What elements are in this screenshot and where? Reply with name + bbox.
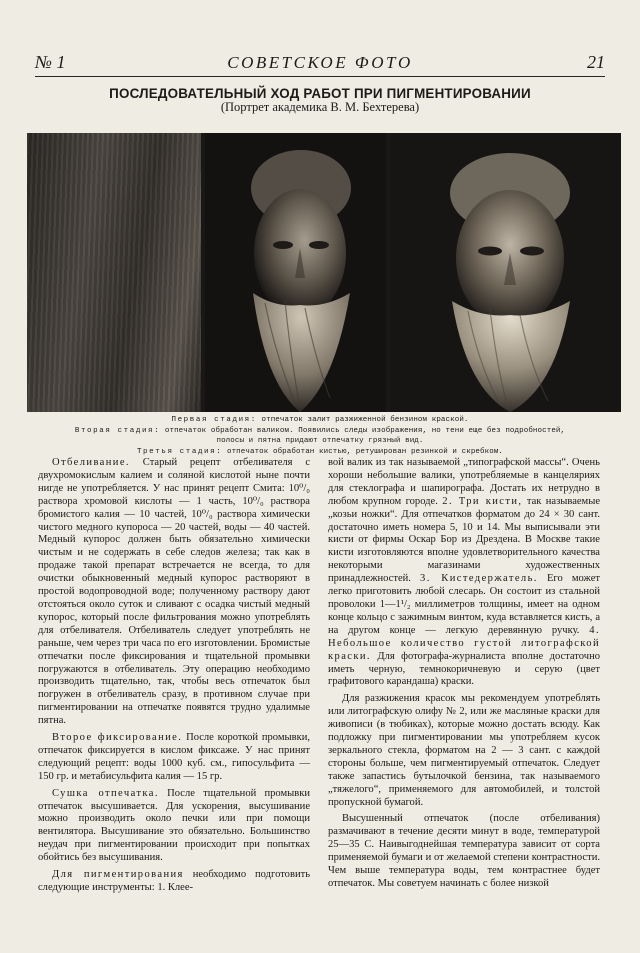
section-term: Сушка отпечатка. [52,787,159,799]
paragraph-text: необходимо подготовить следующие инструменты: 1. Клее- [38,869,311,893]
paragraph-text: Его может легко приготовить любой слесарь. Он состоит из стальной проволоки 1—1¹/₂ миллиметров толщины, имеет на одном конце кольцо с зажимным винтом, куда вставляется кисть, а на другом конце — легкую деревянную ручку. [328,573,600,636]
caption-line [35,426,605,437]
caption-stage-text: отпечаток обработан валиком. Появились следы изображения, но тени еще без подробностей, [160,426,566,435]
paragraph-text: После короткой промывки, отпечаток фиксируется в кислом фиксаже. У нас принят следующий рецепт: воды 1000 куб. см., гипосульфита — 150 гр. и метабисульфита калия — 15 гр. [38,732,310,782]
paragraph [38,869,310,895]
paragraph-text: вой валик из так называемой „типографской массы“. Очень хороши небольшие валики, употребляемые в канцеляриях для стеклографа и шапирографа. Достать их нетрудно в любом крупном городе. [328,457,600,507]
text-column-right [328,457,600,891]
issue-number: № 1 [35,52,66,72]
header-rule [35,76,605,77]
paragraph [38,732,310,784]
photo-stage-2 [205,133,386,412]
paragraph-text: После тщательной промывки отпечаток высушивается. Для ускорения, высушивание можно производить около печки или при помощи вентилятора. Высушивание это обязательно. Большинство неудач при пигментировании происходит при попытках обойтись без высушивания. [38,787,310,864]
section-term: Отбеливание. [52,457,130,468]
caption-line [35,447,605,458]
paragraph [38,457,310,728]
section-term: Для пигментирования [52,869,184,881]
caption-line [35,415,605,426]
caption-stage-label: Первая стадия: [171,416,257,424]
text-column-left [38,457,310,895]
caption-stage-text: отпечаток обработан кистью, ретуширован резинкой и скребком. [222,447,504,456]
page-number: 21 [587,52,605,72]
photo-stage-1 [27,133,201,412]
portrait-illustration [205,133,386,412]
caption-stage-label: Вторая стадия: [74,426,161,435]
article-subtitle: (Портрет академика В. М. Бехтерева) [220,100,420,114]
paragraph [38,788,310,865]
paragraph: Высушенный отпечаток (после отбеливания) размачивают в течение десяти минут в воде, температурой 25—35 С. Наивыгоднейшая температура зависит от сорта применяемой бумаги и от желаемой степени контрастности. Чем выше температура воды, тем контрастнее будет отпечаток. Мы советуем начинать с более низкой [328,813,600,889]
journal-title: СОВЕТСКОЕ ФОТО [227,53,413,72]
photo-caption [35,415,605,457]
section-term: Второе фиксирование. [52,732,183,744]
photo-stage-3 [390,133,621,412]
paragraph [328,457,600,689]
paragraph: Для разжижения красок мы рекомендуем употреблять или литографскую олифу № 2, или же масляные краски для живописи (в тюбиках), которые можно достать всюду. Как подложку при пигментировании мы употребляем кусок зеркального стекла, форматом на 2 — 3 сант. с каждой стороны больше, чем пигментируемый отпечаток. Следует также запастись бутылочкой бензина, так называемого „тяжелого“, применяемого для автомобилей, и толстой пропускной бумагой. [328,693,600,808]
paragraph-text: Для фотографа-журналиста вполне достаточно иметь черную, темнокоричневую и серую (цвет графитового карандаша) краски. [328,650,600,688]
caption-stage-text: отпечаток залит разжиженной бензином краской. [256,416,469,424]
caption-line: полосы и пятна придают отпечатку грязный вид. [216,437,424,445]
paragraph-text: так называемые „козьи ножки“. Для отпечатков форматом до 24 × 30 сант. достаточно иметь номера 5, 10 и 14. Мы выписывали эти кисти от фирмы Оскар Бор из Дрездена. В Москве такие кисти изготовляются вполне удовлетворительного качества некоторыми магазинами художественных принадлежностей. [328,495,600,585]
paragraph-text: Старый рецепт отбеливателя с двухромокислым калием и соляной кислотой ныне почти нигде не употребляется. У нас принят рецепт Смита: 10⁰/₀ раствора хромовой кислоты — 1 часть, 10⁰/₀ раствора бромистого калия — 10 частей, 10⁰/₀ раствора химически чистого медного купороса — 20 частей, воды — 40 частей. Медный купорос должен быть обязательно химически чистым и не содержать в себе следов железа; так как в продаже такой препарат встречается не всегда, то для очистки обыкновенный медный купорос растворяют в простой водопроводной воде; полученному раствору дают отстояться около суток и сливают с осадка чистый медный купорос, который после фильтрования можно употреблять для отбеливателя. Отбеливатель следует употреблять не раньше, чем через три часа по его изготовлении. Бромистые отпечатки после фиксирования и тщательной промывки погружаются в отбеливатель. Эту операцию необходимо производить тщательно, так, чтобы весь отпечаток был погружен в отбеливатель сразу, в противном случае при пигментировании на отпечатке появятся трудно удалимые пятна. [38,457,310,727]
section-term: 2. Три кисти, [442,495,523,507]
caption-stage-label: Третья стадия: [136,447,223,456]
section-term: 3. Кистедержатель. [420,573,538,585]
article-title: ПОСЛЕДОВАТЕЛЬНЫЙ ХОД РАБОТ ПРИ ПИГМЕНТИРОВАНИИ [109,86,531,101]
photo-strip [27,133,621,412]
portrait-illustration [390,133,621,412]
section-term: 4. Небольшое количество густой литографской краски. [328,624,600,662]
